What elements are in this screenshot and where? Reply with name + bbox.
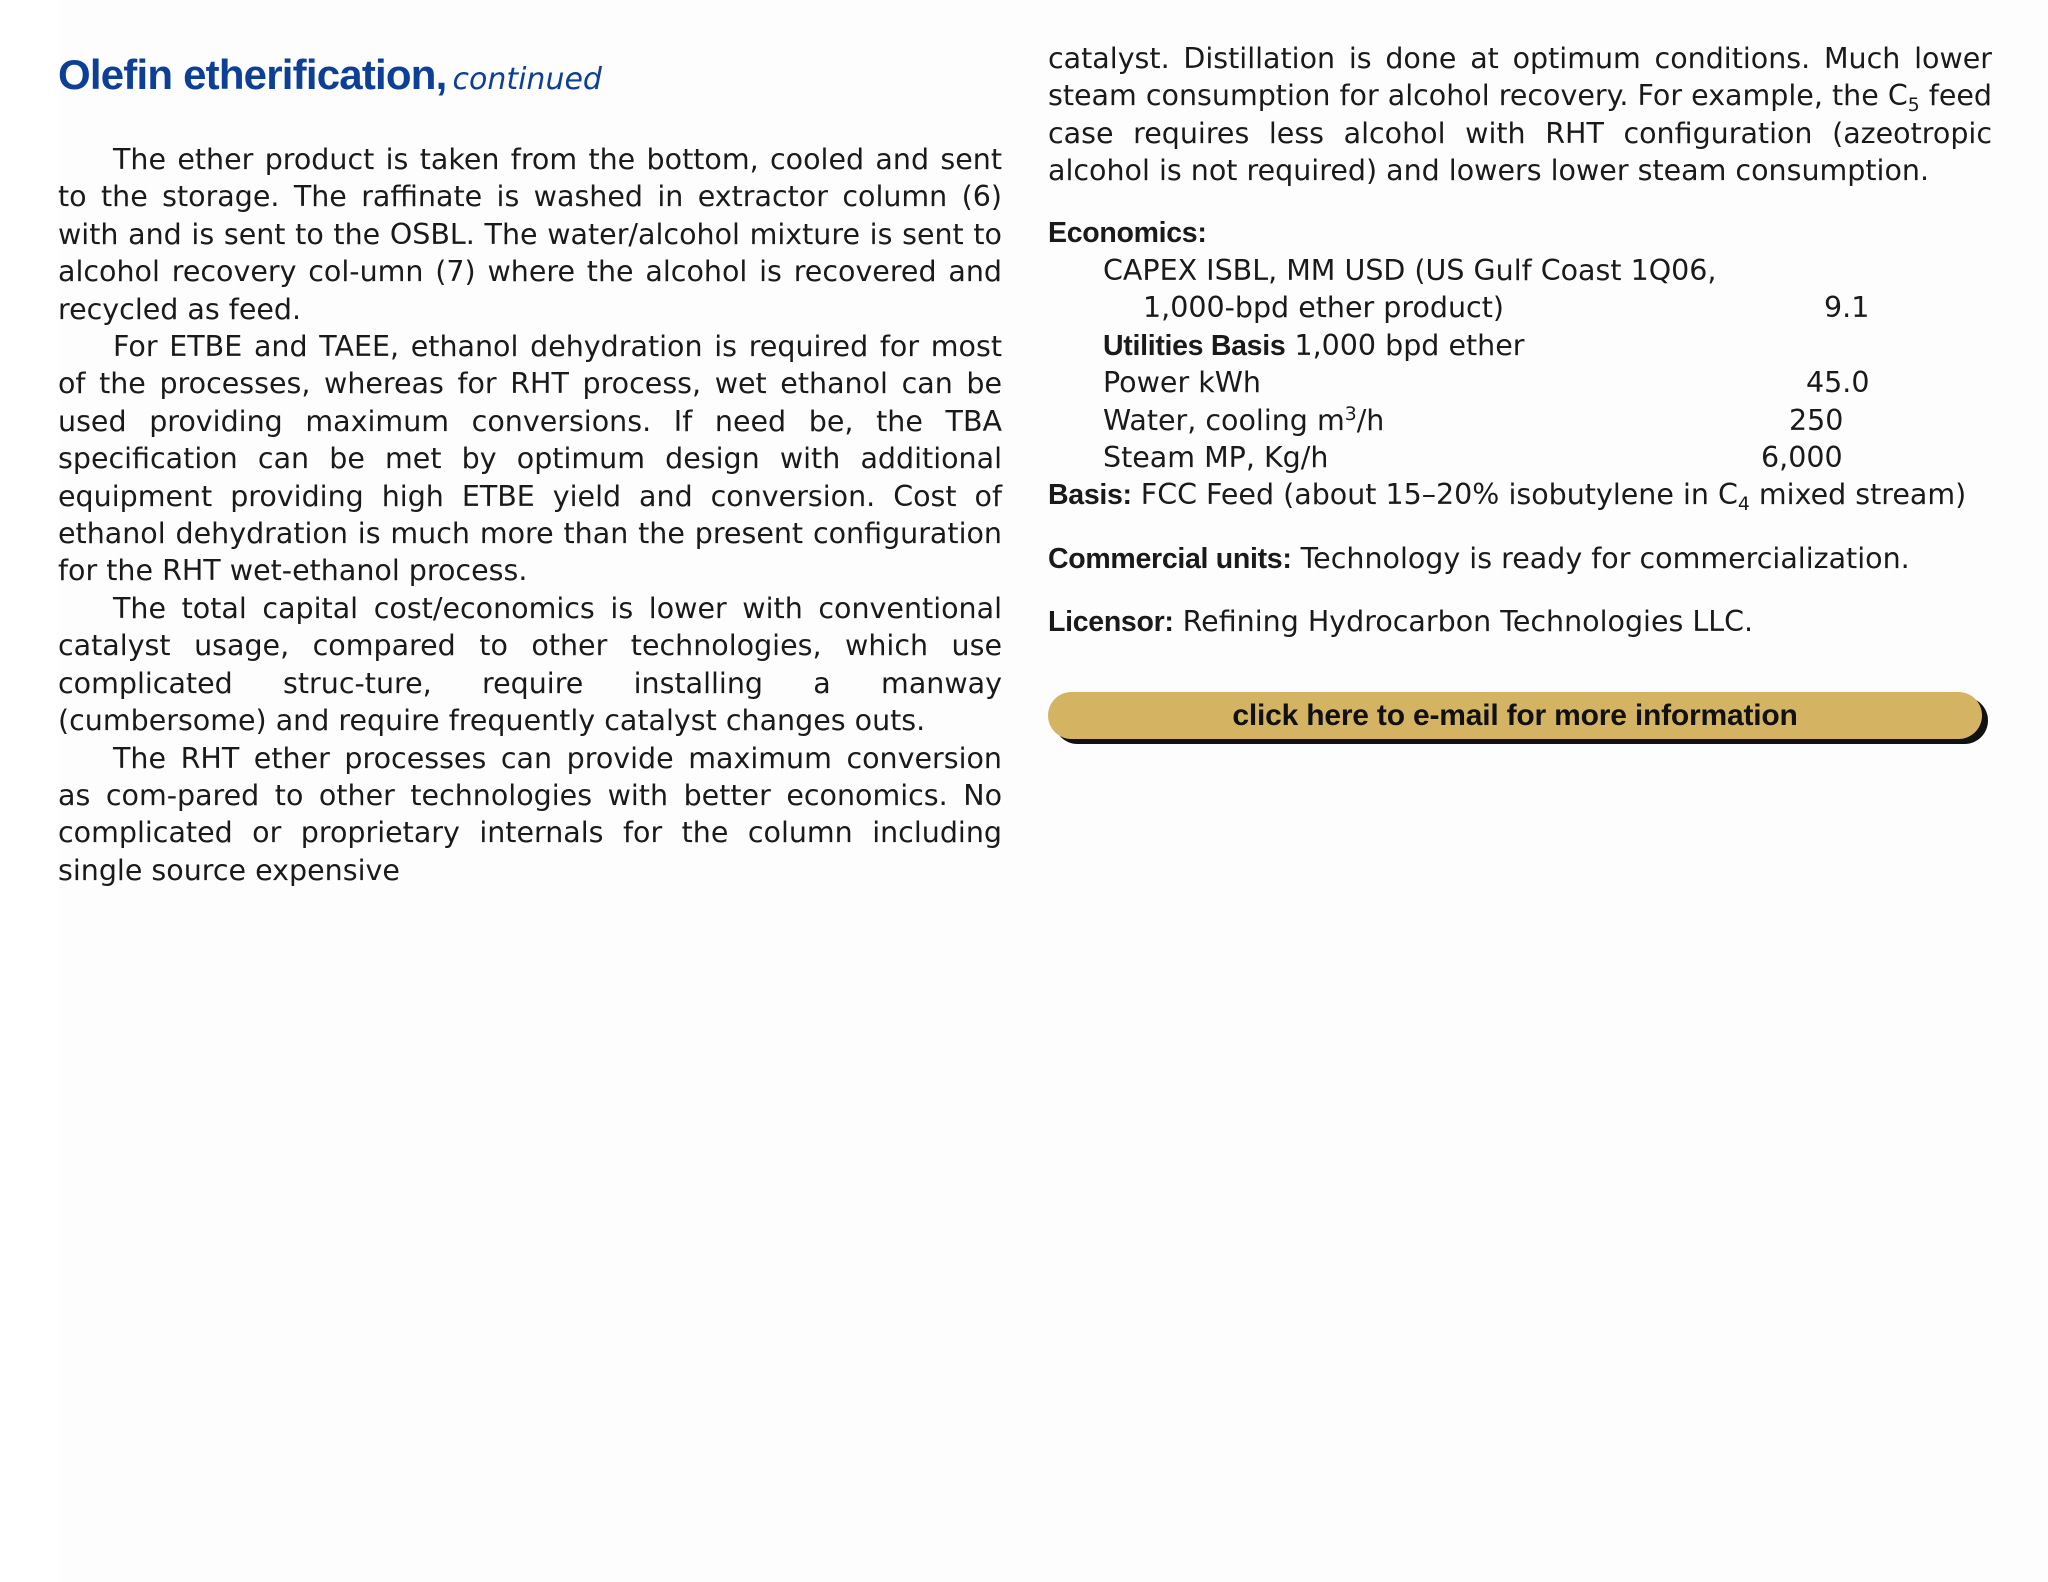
- economics-section: [1048, 215, 1992, 515]
- paragraph-1: The ether product is taken from the bottom, cooled and sent to the storage. The raffinate is washed in extractor column (6) with and is sent to the OSBL. The water/alcohol mixture is sent to alcohol recovery col-umn (7) where the alcohol is recovered and recycled as feed.: [58, 143, 1002, 326]
- water-label: Water, cooling $m^3/h$: [1103, 403, 1385, 437]
- email-info-button[interactable]: click here to e-mail for more information: [1048, 692, 1982, 739]
- utilities-basis: 1,000 bpd ether: [1285, 328, 1525, 362]
- water-row: [1048, 402, 1992, 439]
- power-label: Power kWh: [1103, 366, 1261, 400]
- capex-label-cont: 1,000-bpd ether product): [1143, 291, 1505, 325]
- paragraph-3: The total capital cost/economics is lower with conventional catalyst usage, compared to other technologies, which use complicated struc-ture, require installing a manway (cumbersome) and require frequently catalyst changes outs.: [58, 591, 1002, 738]
- utilities-row: [1048, 327, 1992, 364]
- title-continued: continued: [452, 62, 602, 97]
- power-row: [1048, 364, 1992, 401]
- title-text: Olefin etherification,: [58, 51, 447, 98]
- email-button-wrap: [1048, 692, 1988, 744]
- commercial-heading: Commercial units:: [1048, 542, 1292, 575]
- capex-row-2: [1048, 289, 1992, 326]
- subscript-4: 4: [1737, 494, 1750, 516]
- subscript-5: 5: [1907, 95, 1920, 117]
- intro-paragraph: catalyst. Distillation is done at optimum conditions. Much lower steam consumption for alcohol recovery. For example, the $C_5$ feed case requires less alcohol with RHT configuration (azeotropic alcohol is not required) and lowers lower steam consumption.: [1048, 42, 1992, 188]
- steam-label: Steam MP, Kg/h: [1103, 440, 1329, 474]
- power-value: 45.0: [1806, 366, 1870, 400]
- licensor: [1048, 603, 1992, 641]
- paragraph-2: For ETBE and TAEE, ethanol dehydration is required for most of the processes, whereas for RHT process, wet ethanol can be used providing maximum conversions. If need be, the TBA specification can be met by optimum design with additional equipment providing high ETBE yield and conversion. Cost of ethanol dehydration is much more than the present configuration for the RHT wet-ethanol process.: [58, 330, 1002, 588]
- capex-row-1: [1048, 252, 1992, 289]
- steam-row: [1048, 439, 1992, 476]
- steam-value: 6,000: [1761, 440, 1843, 474]
- basis-heading: Basis:: [1048, 479, 1132, 512]
- licensor-heading: Licensor:: [1048, 606, 1174, 639]
- capex-label: CAPEX ISBL, MM USD (US Gulf Coast 1Q06,: [1103, 254, 1717, 288]
- paragraph-4: The RHT ether processes can provide maximum conversion as com-pared to other technologies with better economics. No complicated or proprietary internals for the column including single source expensive: [58, 741, 1002, 887]
- licensor-text: Refining Hydrocarbon Technologies LLC.: [1173, 605, 1754, 639]
- economics-heading: Economics:: [1048, 216, 1207, 249]
- utilities-heading: Utilities Basis: [1103, 329, 1286, 362]
- right-column: [1048, 40, 1992, 744]
- commercial-text: Technology is ready for commercialization.: [1291, 541, 1910, 575]
- capex-value: 9.1: [1824, 291, 1870, 325]
- commercial-units: [1048, 540, 1992, 578]
- page-title: [58, 48, 1002, 107]
- basis-line: Basis: FCC Feed (about 15–20% isobutylene in $C_4$ mixed stream): [1048, 478, 1967, 516]
- water-value: 250: [1789, 403, 1844, 437]
- left-column: [58, 40, 1002, 889]
